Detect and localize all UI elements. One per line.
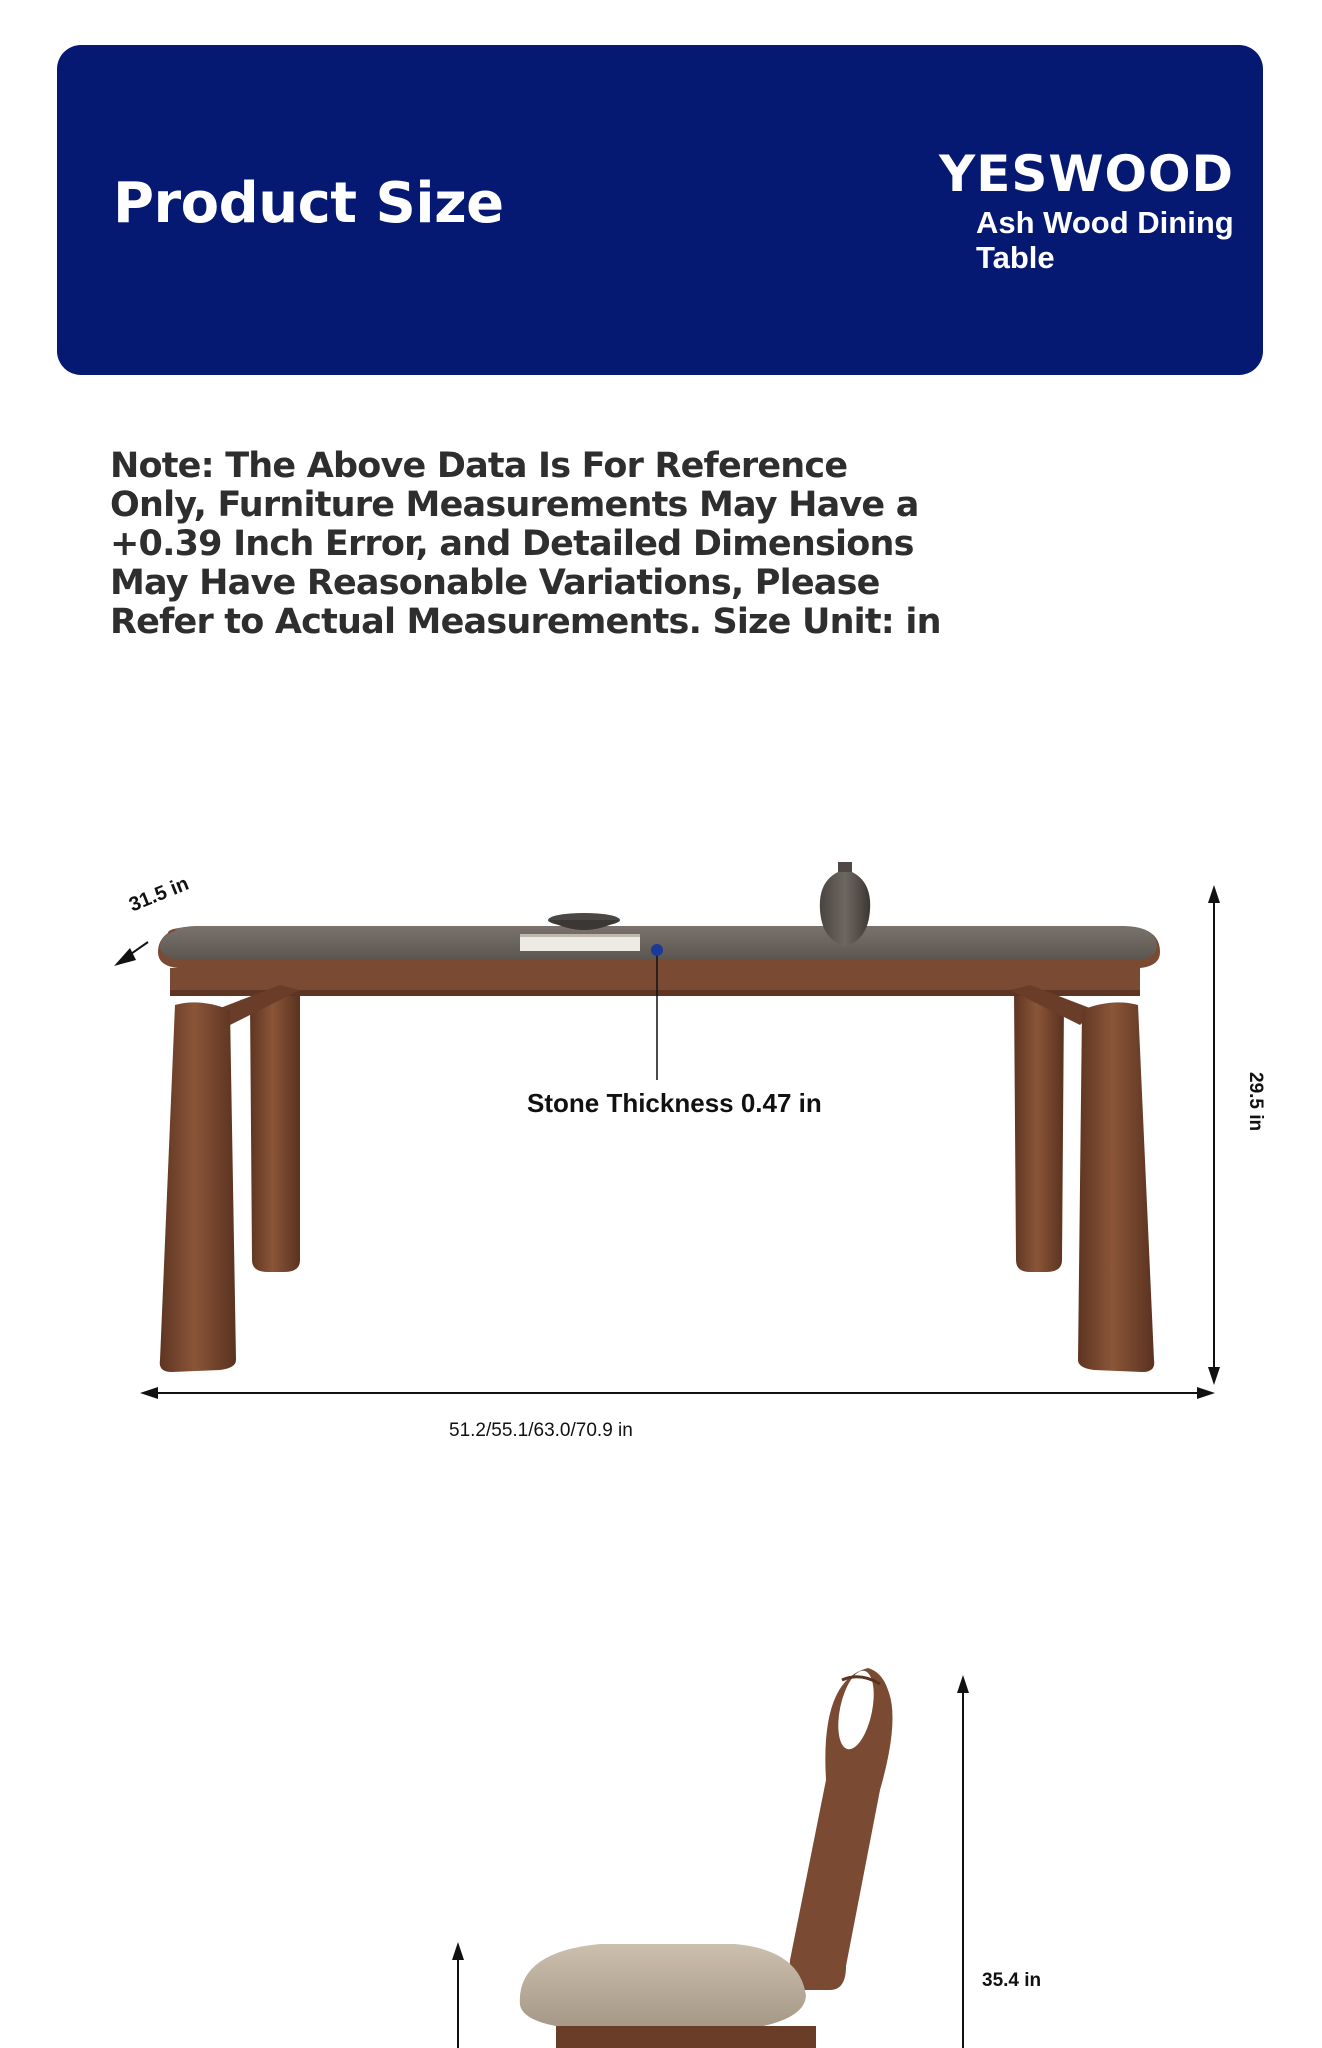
brand-logo: YESWOOD (939, 145, 1235, 203)
reference-note: Note: The Above Data Is For Reference Only, Furniture Measurements May Have a +0.39 Inch Error, and Detailed Dimensions May Have Reasonable Variations, Please Refer to Actual Measurements. Size Unit: in (110, 446, 941, 642)
width-dimension-line (140, 1387, 1215, 1399)
table-top (158, 926, 1160, 996)
height-dimension-line (1208, 885, 1220, 1385)
table-back-legs (240, 985, 1064, 1272)
height-label: 29.5 in (1245, 1072, 1266, 1132)
chair-height-label: 35.4 in (982, 1970, 1042, 1991)
width-label: 51.2/55.1/63.0/70.9 in (449, 1420, 633, 1441)
depth-dimension-arrow (114, 942, 148, 966)
page-title: Product Size (113, 171, 504, 236)
product-name: Ash Wood Dining Table (976, 205, 1234, 275)
chair-seat-height-line (452, 1942, 464, 2048)
chair-illustration (520, 1668, 893, 2048)
decor-vase (820, 862, 870, 946)
depth-label: 31.5 in (126, 872, 192, 917)
chair-height-line (957, 1675, 969, 2048)
stone-thickness-label: Stone Thickness 0.47 in (527, 1088, 822, 1118)
